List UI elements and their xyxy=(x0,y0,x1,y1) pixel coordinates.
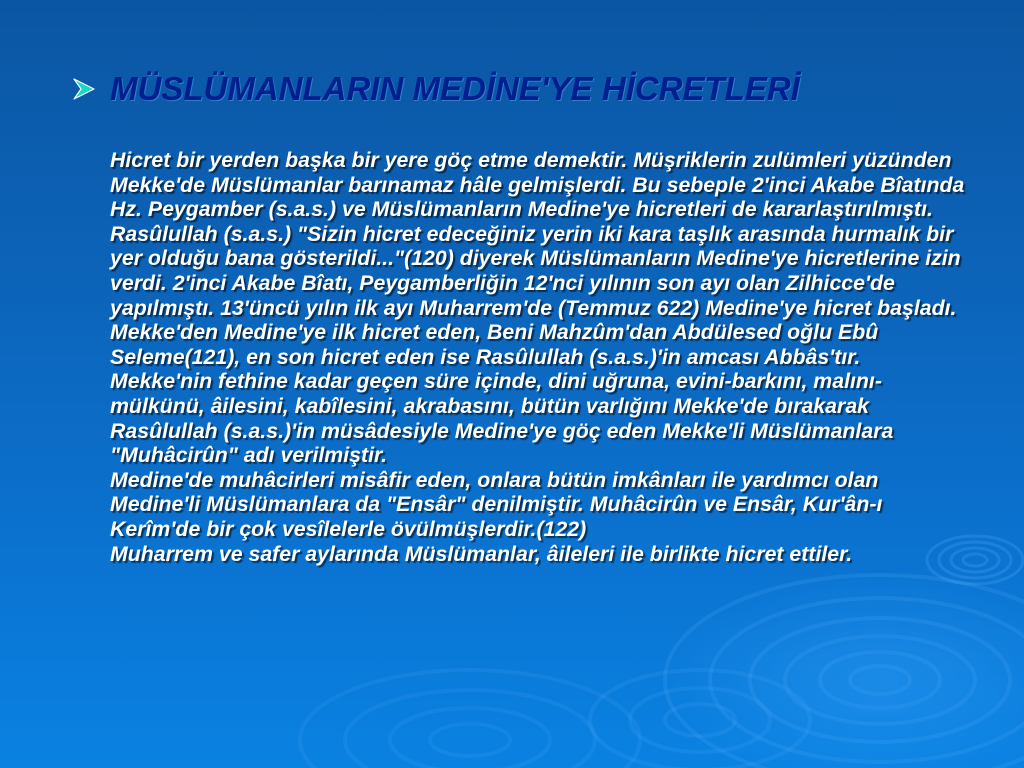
paragraph-muhacirun: Mekke'nin fethine kadar geçen süre içinde, dini uğruna, evini-barkını, malını-mülkünü, âilesini, kabîlesini, akrabasını, bütün varlığını Mekke'de bırakarak Rasûlullah (s.a.s.)'in müsâdesiyle Medine'ye göç eden Mekke'li Müslümanlara "Muhâcirûn" adı verilmiştir. xyxy=(110,369,894,468)
title-row xyxy=(72,70,800,108)
paragraph-muharrem-safer: Muharrem ve safer aylarında Müslümanlar, âileleri ile birlikte hicret ettiler. xyxy=(110,541,853,566)
arrow-bullet-icon xyxy=(72,77,96,101)
slide-title: MÜSLÜMANLARIN MEDİNE'YE HİCRETLERİ xyxy=(110,70,800,107)
paragraph-ensar: Medine'de muhâcirleri misâfir eden, onlara bütün imkânları ile yardımcı olan Medine'li Müslümanlara da "Ensâr" denilmiştir. Muhâcirûn ve Ensâr, Kur'ân-ı Kerîm'de bir çok vesîlelerle övülmüşlerdir.(122) xyxy=(110,467,883,541)
paragraph-hicret-definition: Hicret bir yerden başka bir yere göç etme demektir. Müşriklerin zulümleri yüzünden Mekke'de Müslümanlar barınamaz hâle gelmişlerdi. Bu sebeple 2'inci Akabe Bîatında Hz. Peygamber (s.a.s.) ve Müslümanların Medine'ye hicretleri de kararlaştırılmıştı. Rasûlullah (s.a.s.) "Sizin hicret edeceğiniz yerin iki kara taşlık arasında hurmalık bir yer olduğu bana gösterildi..."(120) diyerek Müslümanların Medine'ye hicretlerine izin verdi. 2'inci Akabe Bîatı, Peygamberliğin 12'nci yılının son ayı olan Zilhicce'de yapılmıştı. 13'üncü yılın ilk ayı Muharrem'de (Temmuz 622) Medine'ye hicret başladı. Mekke'den Medine'ye ilk hicret eden, Beni Mahzûm'dan Abdülesed oğlu Ebû Seleme(121), en son hicret eden ise Rasûlullah (s.a.s.)'in amcası Abbâs'tır. xyxy=(110,148,965,369)
body-text xyxy=(110,148,970,566)
